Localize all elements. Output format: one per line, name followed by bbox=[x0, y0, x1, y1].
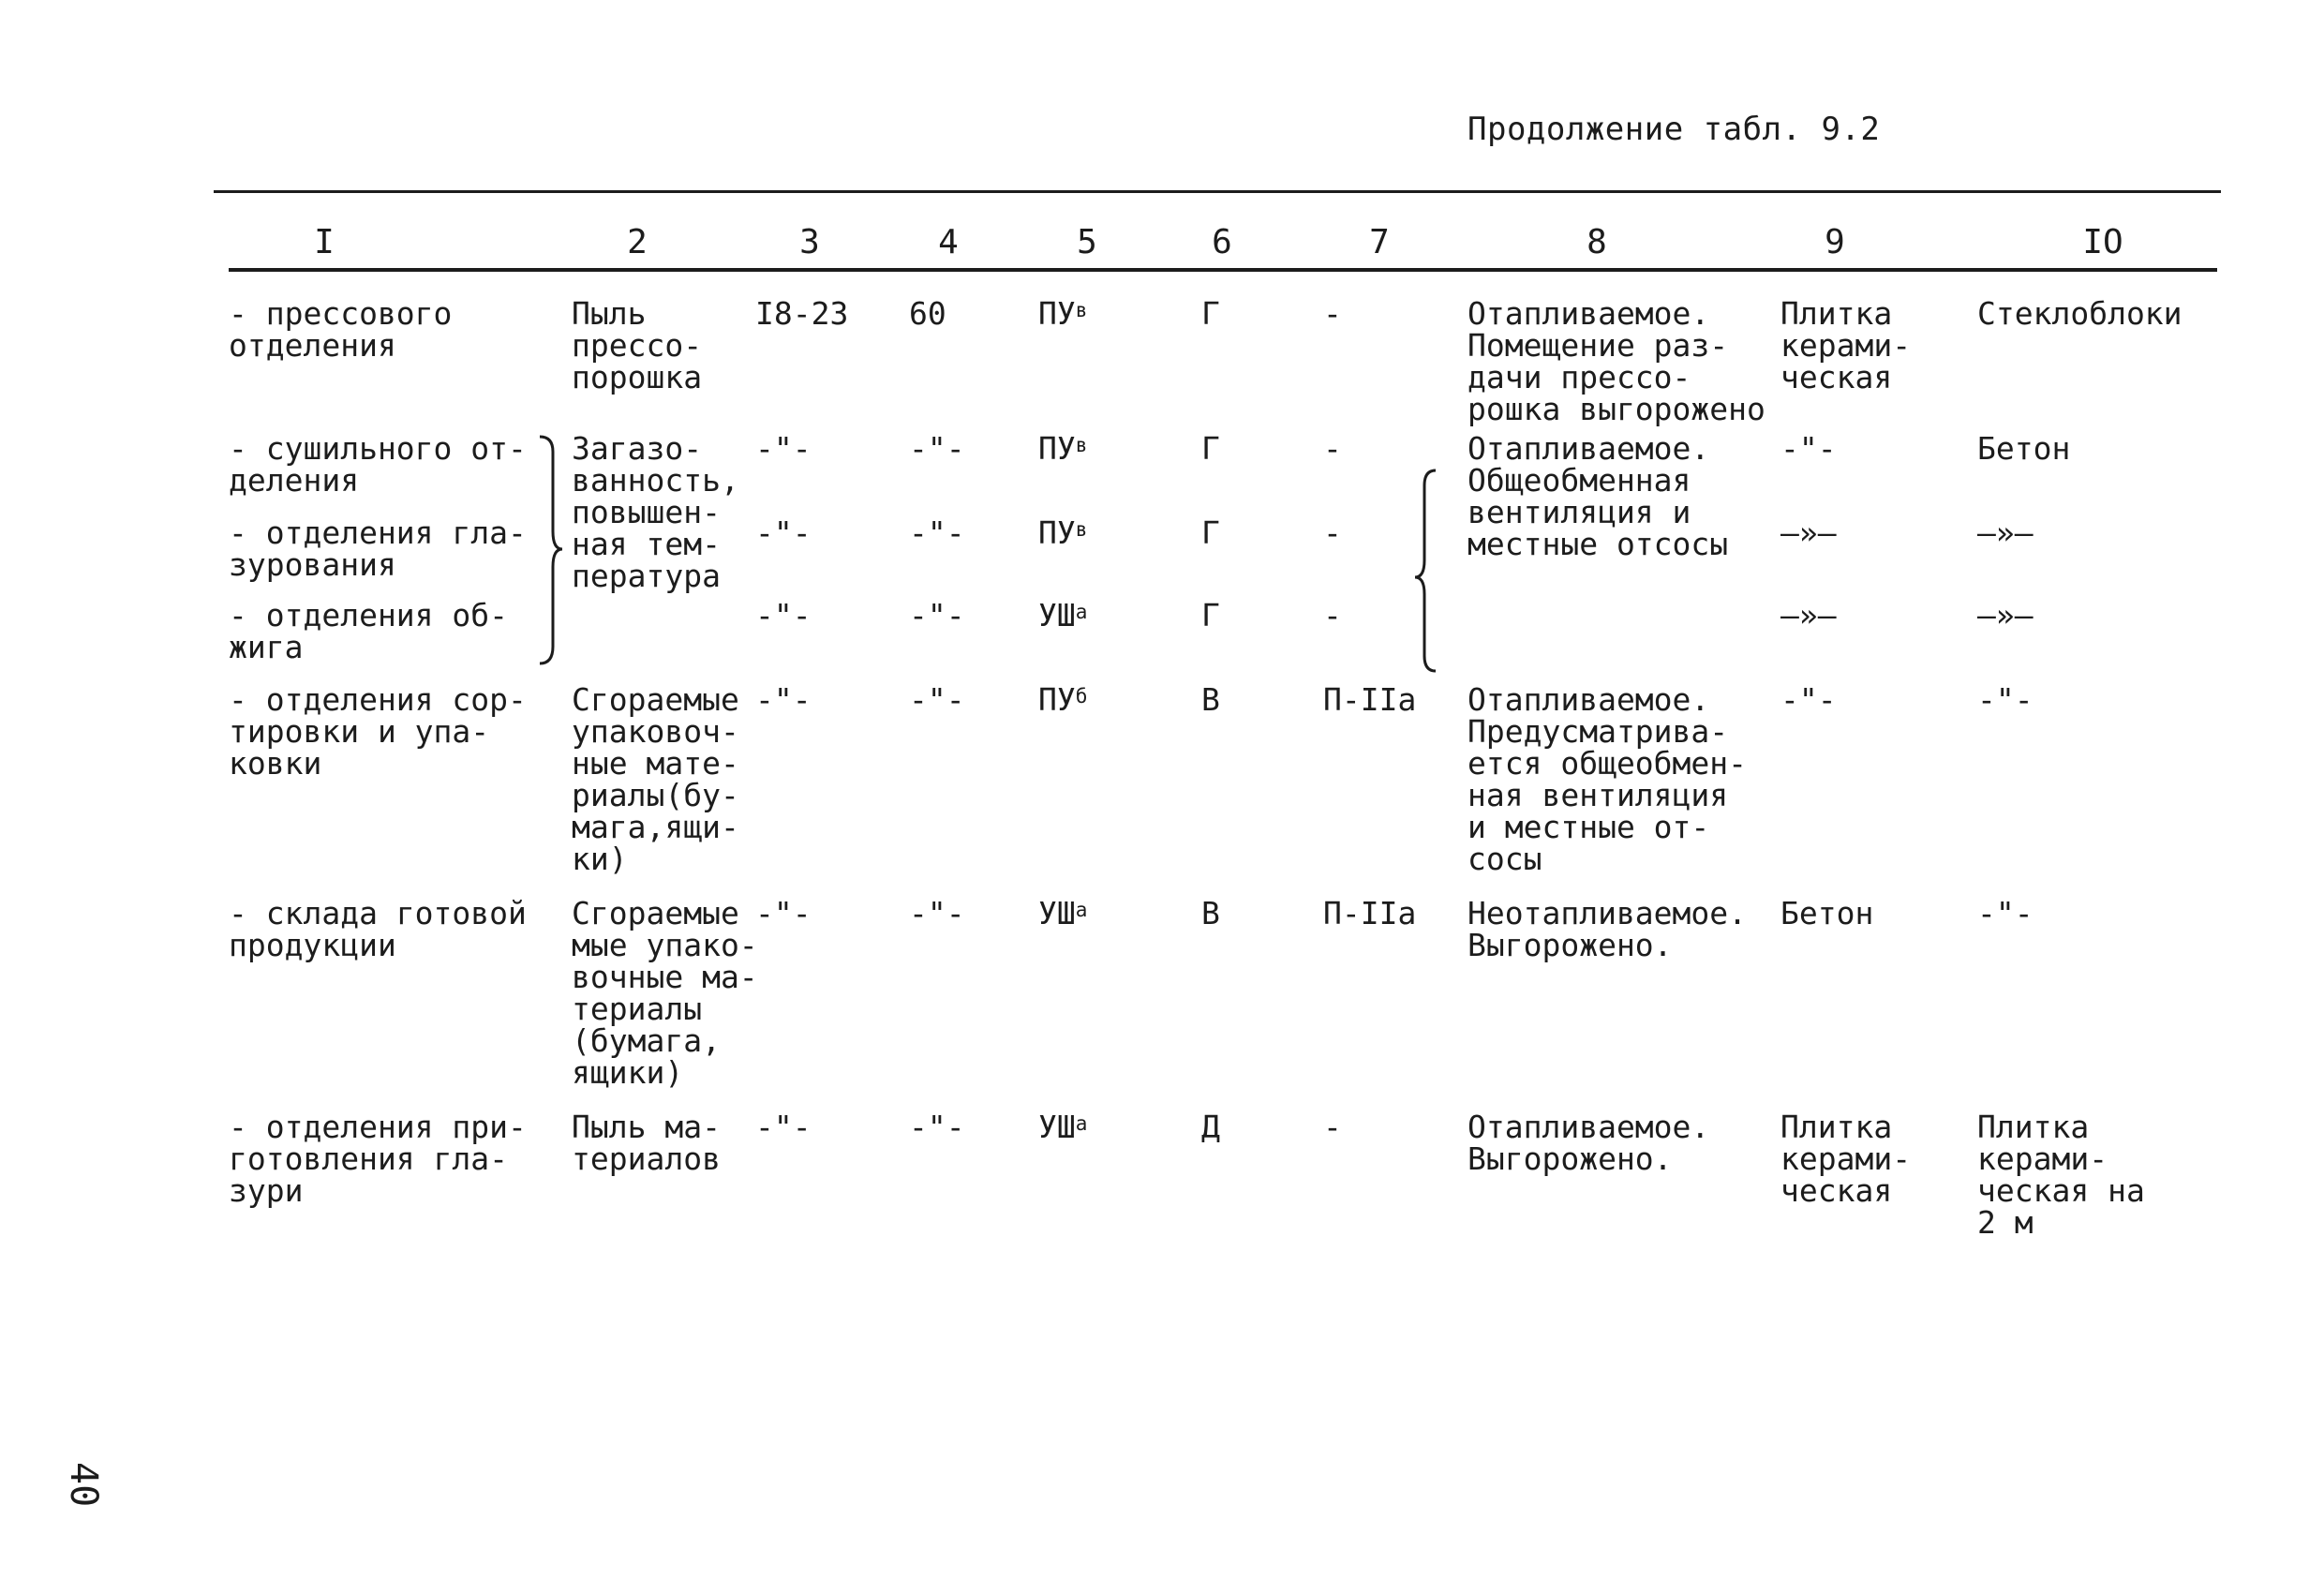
cell-humidity: -"- bbox=[909, 681, 965, 718]
class-superscript: а bbox=[1075, 601, 1088, 623]
class-superscript: а bbox=[1075, 899, 1088, 921]
cell-hazard bbox=[572, 681, 739, 877]
table-top-rule bbox=[214, 190, 2221, 193]
class-superscript: в bbox=[1075, 518, 1088, 541]
cell-line: продукции bbox=[229, 927, 396, 963]
cell-line: Отапливаемое. bbox=[1467, 430, 1710, 467]
cell-line: Сгораемые bbox=[572, 681, 739, 718]
cell-line: Плитка bbox=[1780, 295, 1893, 332]
cell-line: ящики) bbox=[572, 1054, 684, 1091]
cell-line: Предусматрива- bbox=[1467, 713, 1729, 750]
cell-line: ческая bbox=[1780, 359, 1893, 395]
cell-temperature: -"- bbox=[755, 1109, 812, 1145]
cell-humidity: -"- bbox=[909, 1109, 965, 1145]
cell-line: мага,ящи- bbox=[572, 809, 739, 845]
cell-line: —»— bbox=[1780, 597, 1837, 633]
cell-zone: - bbox=[1323, 430, 1342, 467]
cell-line: Плитка bbox=[1977, 1109, 2090, 1145]
cell-room-name bbox=[229, 1111, 527, 1207]
cell-humidity: -"- bbox=[909, 597, 965, 633]
class-code: ПУ bbox=[1038, 514, 1076, 551]
cell-line: Загазо- bbox=[572, 430, 703, 467]
cell-line: ется общеобмен- bbox=[1467, 745, 1748, 782]
cell-line: зури bbox=[229, 1172, 304, 1209]
cell-line: Общеобменная bbox=[1467, 462, 1691, 499]
cell-line: керами- bbox=[1780, 327, 1912, 364]
cell-line: вочные ма- bbox=[572, 959, 758, 995]
cell-walls bbox=[1977, 895, 2034, 931]
cell-hazard bbox=[572, 895, 758, 1091]
cell-line: и местные от- bbox=[1467, 809, 1710, 845]
cell-floor bbox=[1780, 430, 1837, 467]
cell-category: В bbox=[1201, 895, 1220, 931]
cell-description bbox=[1467, 681, 1748, 877]
cell-zone: П-IIа bbox=[1323, 895, 1417, 931]
cell-line: керами- bbox=[1977, 1140, 2108, 1177]
cell-line: местные отсосы bbox=[1467, 526, 1729, 562]
cell-floor bbox=[1780, 514, 1837, 551]
cell-line: ки) bbox=[572, 841, 628, 877]
cell-temperature: -"- bbox=[755, 514, 812, 551]
cell-floor bbox=[1780, 597, 1837, 633]
cell-room-name bbox=[229, 514, 527, 583]
cell-line: - отделения при- bbox=[229, 1109, 527, 1145]
cell-line: -"- bbox=[1977, 895, 2034, 931]
cell-line: жига bbox=[229, 629, 304, 665]
cell-line: Отапливаемое. bbox=[1467, 681, 1710, 718]
cell-line: ческая bbox=[1780, 1172, 1893, 1209]
cell-line: сосы bbox=[1467, 841, 1542, 877]
column-header-3: 3 bbox=[799, 223, 820, 261]
cell-line: вентиляция и bbox=[1467, 494, 1691, 530]
cell-line: Стеклоблоки bbox=[1977, 295, 2182, 332]
cell-class bbox=[1038, 597, 1088, 633]
cell-description bbox=[1467, 895, 1748, 963]
cell-temperature: -"- bbox=[755, 597, 812, 633]
cell-room-name bbox=[229, 681, 527, 782]
cell-zone: - bbox=[1323, 295, 1342, 332]
cell-line: тировки и упа- bbox=[229, 713, 490, 750]
cell-walls bbox=[1977, 1111, 2145, 1239]
cell-class bbox=[1038, 681, 1088, 718]
cell-line: прессо- bbox=[572, 327, 703, 364]
cell-line: рошка выгорожено bbox=[1467, 391, 1765, 427]
cell-line: -"- bbox=[1977, 681, 2034, 718]
cell-line: пература bbox=[572, 558, 721, 594]
cell-line: мые упако- bbox=[572, 927, 758, 963]
cell-temperature: -"- bbox=[755, 681, 812, 718]
class-code: ПУ bbox=[1038, 430, 1076, 467]
cell-line: упаковоч- bbox=[572, 713, 739, 750]
class-superscript: в bbox=[1075, 299, 1088, 321]
cell-line: порошка bbox=[572, 359, 703, 395]
cell-line: Отапливаемое. bbox=[1467, 1109, 1710, 1145]
cell-line: —»— bbox=[1977, 597, 2034, 633]
class-code: УШ bbox=[1038, 1109, 1076, 1145]
cell-line: ные мате- bbox=[572, 745, 739, 782]
cell-line: риалы(бу- bbox=[572, 777, 739, 813]
cell-line: 2 м bbox=[1977, 1204, 2034, 1241]
cell-category: Г bbox=[1201, 597, 1220, 633]
cell-humidity: -"- bbox=[909, 514, 965, 551]
cell-room-name bbox=[229, 597, 509, 665]
column-header-10: IO bbox=[2082, 223, 2123, 261]
cell-line: (бумага, bbox=[572, 1022, 721, 1059]
cell-line: - склада готовой bbox=[229, 895, 527, 931]
cell-category: Г bbox=[1201, 295, 1220, 332]
column-header-5: 5 bbox=[1077, 223, 1097, 261]
column-header-8: 8 bbox=[1587, 223, 1607, 261]
cell-floor bbox=[1780, 1111, 1911, 1207]
cell-line: керами- bbox=[1780, 1140, 1912, 1177]
cell-humidity: -"- bbox=[909, 895, 965, 931]
cell-temperature: I8-23 bbox=[755, 295, 849, 332]
cell-description bbox=[1467, 1111, 1709, 1175]
cell-humidity: 60 bbox=[909, 295, 946, 332]
cell-line: - отделения об- bbox=[229, 597, 509, 633]
column-header-4: 4 bbox=[938, 223, 959, 261]
cell-temperature: -"- bbox=[755, 895, 812, 931]
cell-line: зурования bbox=[229, 546, 396, 583]
cell-hazard bbox=[572, 1111, 721, 1175]
cell-room-name bbox=[229, 430, 527, 499]
cell-line: повышен- bbox=[572, 494, 721, 530]
cell-walls bbox=[1977, 681, 2034, 718]
cell-class bbox=[1038, 895, 1088, 931]
cell-line: ная вентиляция bbox=[1467, 777, 1729, 813]
cell-line: Пыль bbox=[572, 295, 647, 332]
cell-hazard bbox=[572, 295, 703, 395]
cell-category: Г bbox=[1201, 514, 1220, 551]
cell-floor bbox=[1780, 681, 1837, 718]
cell-line: Отапливаемое. bbox=[1467, 295, 1710, 332]
left-group-brace bbox=[536, 433, 564, 667]
cell-line: -"- bbox=[1780, 681, 1837, 718]
cell-line: териалы bbox=[572, 991, 703, 1027]
cell-line: териалов bbox=[572, 1140, 721, 1177]
cell-temperature: -"- bbox=[755, 430, 812, 467]
cell-class bbox=[1038, 295, 1088, 332]
cell-line: —»— bbox=[1780, 514, 1837, 551]
cell-line: Сгораемые bbox=[572, 895, 739, 931]
cell-line: Бетон bbox=[1977, 430, 2071, 467]
class-code: УШ bbox=[1038, 597, 1076, 633]
column-header-9: 9 bbox=[1825, 223, 1845, 261]
column-header-1: I bbox=[314, 223, 335, 261]
cell-room-name bbox=[229, 895, 527, 963]
cell-line: готовления гла- bbox=[229, 1140, 509, 1177]
cell-line: - отделения сор- bbox=[229, 681, 527, 718]
class-superscript: в bbox=[1075, 434, 1088, 456]
right-group-brace bbox=[1413, 467, 1441, 675]
page-number: 40 bbox=[62, 1462, 105, 1508]
class-superscript: б bbox=[1075, 685, 1088, 708]
class-code: ПУ bbox=[1038, 681, 1076, 718]
cell-line: ванность, bbox=[572, 462, 739, 499]
cell-line: —»— bbox=[1977, 514, 2034, 551]
cell-walls bbox=[1977, 514, 2034, 551]
cell-category: Г bbox=[1201, 430, 1220, 467]
cell-class bbox=[1038, 514, 1088, 551]
cell-category: В bbox=[1201, 681, 1220, 718]
cell-line: дачи прессо- bbox=[1467, 359, 1691, 395]
cell-line: Пыль ма- bbox=[572, 1109, 721, 1145]
cell-class bbox=[1038, 430, 1088, 467]
table-header-rule bbox=[229, 268, 2217, 272]
cell-floor bbox=[1780, 295, 1912, 395]
cell-line: - прессового bbox=[229, 295, 453, 332]
cell-line: ковки bbox=[229, 745, 322, 782]
cell-walls bbox=[1977, 430, 2071, 467]
cell-zone: П-IIа bbox=[1323, 681, 1417, 718]
cell-zone: - bbox=[1323, 597, 1342, 633]
cell-line: Плитка bbox=[1780, 1109, 1893, 1145]
class-superscript: а bbox=[1075, 1112, 1088, 1135]
cell-line: ческая на bbox=[1977, 1172, 2145, 1209]
cell-line: Помещение раз- bbox=[1467, 327, 1729, 364]
cell-zone: - bbox=[1323, 514, 1342, 551]
cell-line: - сушильного от- bbox=[229, 430, 527, 467]
cell-zone: - bbox=[1323, 1109, 1342, 1145]
cell-room-name bbox=[229, 295, 453, 364]
cell-line: Выгорожено. bbox=[1467, 927, 1673, 963]
column-header-6: 6 bbox=[1212, 223, 1232, 261]
cell-walls bbox=[1977, 597, 2034, 633]
class-code: УШ bbox=[1038, 895, 1076, 931]
cell-hazard bbox=[572, 430, 739, 594]
cell-floor bbox=[1780, 895, 1874, 931]
cell-walls bbox=[1977, 295, 2182, 332]
cell-description bbox=[1467, 295, 1765, 427]
cell-line: деления bbox=[229, 462, 360, 499]
cell-line: - отделения гла- bbox=[229, 514, 527, 551]
column-header-7: 7 bbox=[1369, 223, 1390, 261]
cell-line: Неотапливаемое. bbox=[1467, 895, 1748, 931]
cell-line: отделения bbox=[229, 327, 396, 364]
cell-line: Выгорожено. bbox=[1467, 1140, 1673, 1177]
cell-class bbox=[1038, 1111, 1087, 1143]
cell-description bbox=[1467, 430, 1729, 562]
class-code: ПУ bbox=[1038, 295, 1076, 332]
cell-line: -"- bbox=[1780, 430, 1837, 467]
table-caption: Продолжение табл. 9.2 bbox=[1467, 111, 1881, 148]
column-header-2: 2 bbox=[627, 223, 648, 261]
cell-category: Д bbox=[1201, 1109, 1220, 1145]
cell-line: Бетон bbox=[1780, 895, 1874, 931]
cell-humidity: -"- bbox=[909, 430, 965, 467]
cell-line: ная тем- bbox=[572, 526, 721, 562]
